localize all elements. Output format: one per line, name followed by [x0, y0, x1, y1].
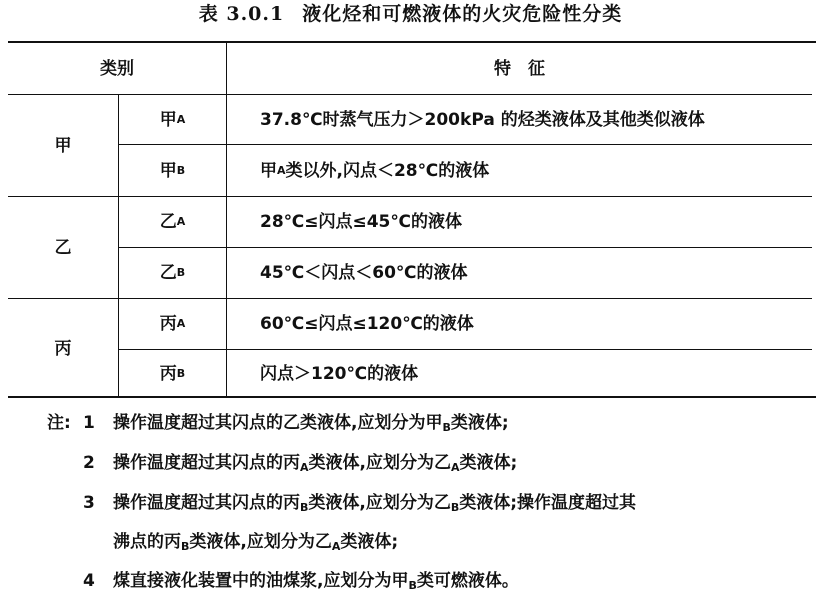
column-rule [226, 43, 227, 398]
subclass-cell: 甲 A [159, 109, 186, 130]
header-category: 类别 [100, 58, 134, 79]
table-caption: 液化烃和可燃液体的火灾危险性分类 [302, 3, 623, 25]
feature-cell: 甲 A 类以外,闪点＜28℃的液体 [260, 160, 490, 181]
subclass-cell: 甲 B [159, 160, 186, 181]
note-number: 3 [83, 493, 95, 513]
note-number: 4 [83, 571, 95, 591]
note-2: 操作温度超过其闪点的丙$_A$类液体,应划分为乙$_A$类液体; [113, 453, 518, 474]
note-3-line-1: 操作温度超过其闪点的丙$_B$类液体,应划分为乙$_B$类液体;操作温度超过其 [113, 493, 637, 514]
note-number: 1 [83, 413, 95, 433]
subclass-cell: 乙 B [159, 263, 186, 283]
subclass-cell: 丙 A [159, 314, 186, 334]
feature-cell: 45℃＜闪点＜60℃的液体 [260, 263, 468, 283]
header-feature: 特 征 [494, 58, 545, 79]
feature-cell: 闪点＞120℃的液体 [260, 364, 419, 384]
note-number: 2 [83, 453, 95, 473]
table-title [0, 2, 821, 26]
note-1: 操作温度超过其闪点的乙类液体,应划分为甲$_B$类液体; [113, 413, 509, 434]
feature-cell: 60℃≤闪点≤120℃的液体 [260, 314, 474, 334]
group-bing: 丙 [54, 338, 72, 359]
note-3-line-2: 沸点的丙$_B$类液体,应划分为乙$_A$类液体; [113, 532, 399, 553]
feature-cell: 37.8℃时蒸气压力＞200kPa 的烃类液体及其他类似液体 [260, 109, 705, 130]
group-yi: 乙 [54, 237, 72, 258]
classification-table [8, 41, 816, 398]
group-jia: 甲 [54, 135, 72, 156]
note-4: 煤直接液化装置中的油煤浆,应划分为甲$_B$类可燃液体。 [113, 571, 519, 592]
subclass-cell: 丙 B [159, 364, 186, 384]
notes-label: 注: [47, 413, 71, 433]
feature-cell: 28℃≤闪点≤45℃的液体 [260, 212, 462, 232]
table-number: 表 3.0.1 [198, 3, 285, 25]
subclass-cell: 乙 A [159, 212, 186, 232]
